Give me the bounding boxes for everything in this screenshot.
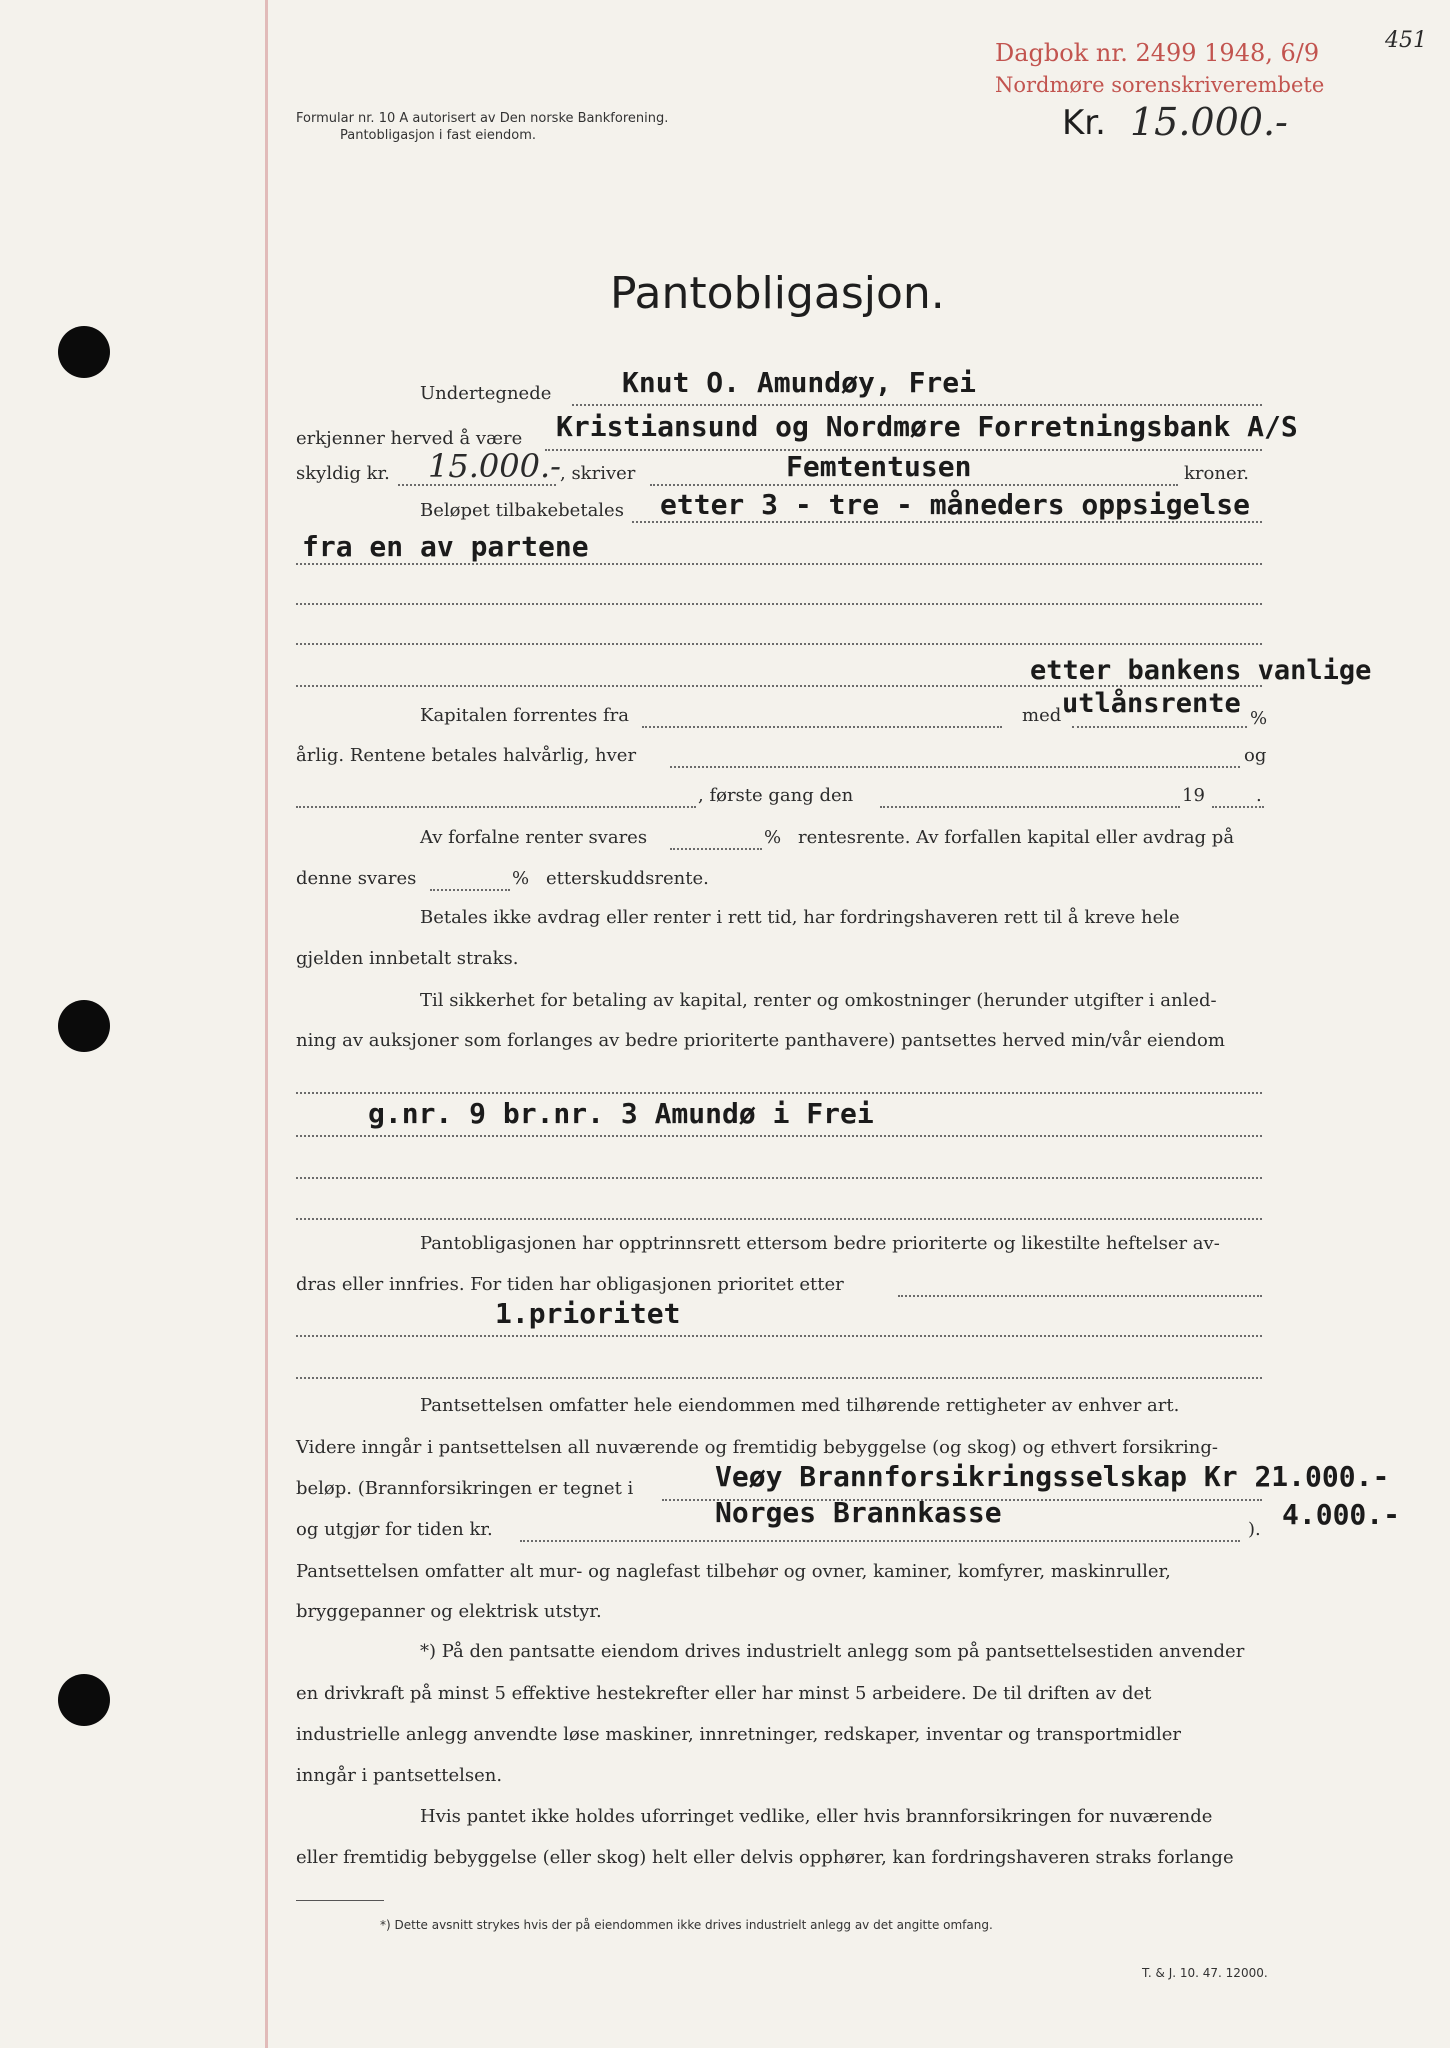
repayment-terms-2: fra en av partene [302, 530, 589, 563]
amount-figures: 15.000.- [428, 447, 561, 485]
year-prefix: 19 [1182, 785, 1205, 806]
close-paren: ). [1248, 1519, 1261, 1540]
footnote-rule [296, 1900, 384, 1901]
debtor-name: Knut O. Amundøy, Frei [622, 366, 977, 399]
betales-line-2: gjelden innbetalt straks. [296, 948, 519, 969]
interest-terms-2: utlånsrente [1062, 688, 1241, 719]
opptrinn-line-2: dras eller innfries. For tiden har obligasjonen prioritet etter [296, 1274, 844, 1295]
tilbehor-line-2: bryggepanner og elektrisk utstyr. [296, 1601, 602, 1622]
skyldig-label: skyldig kr. [296, 463, 390, 484]
omfatter-line-4: og utgjør for tiden kr. [296, 1519, 493, 1540]
interest-terms-1: etter bankens vanlige [1030, 655, 1372, 686]
og-label: og [1244, 745, 1267, 766]
footnote: *) Dette avsnitt strykes hvis der på eiendommen ikke drives industrielt anlegg av det angitte omfang. [380, 1918, 993, 1932]
belop-label: Beløpet tilbakebetales [420, 500, 624, 521]
opptrinn-line-1: Pantobligasjonen har opptrinnsrett ettersom bedre prioriterte og likestilte heftelser av- [420, 1233, 1220, 1254]
margin-line [265, 0, 268, 2048]
priority-value: 1.prioritet [495, 1297, 681, 1330]
undertegnede-label: Undertegnede [420, 383, 552, 404]
page-number: 451 [1385, 28, 1427, 53]
betales-line-1: Betales ikke avdrag eller renter i rett tid, har fordringshaveren rett til å kreve hele [420, 907, 1180, 928]
erkjenner-label: erkjenner herved å være [296, 428, 523, 449]
forfalne-pct: % [764, 827, 782, 848]
omfatter-line-1: Pantsettelsen omfatter hele eiendommen med tilhørende rettigheter av enhver art. [420, 1395, 1180, 1416]
forfalne-text: Av forfalne renter svares [420, 827, 648, 848]
kroner-label: kroner. [1184, 463, 1249, 484]
office-stamp: Nordmøre sorenskriverembete [995, 73, 1325, 97]
dagbok-stamp: Dagbok nr. 2499 1948, 6/9 [995, 39, 1320, 67]
fire-insurance-1: Veøy Brannforsikringsselskap Kr 21.000.- [715, 1460, 1390, 1493]
fire-insurance-2: Norges Brannkasse [715, 1496, 1002, 1529]
denne-pct: % [512, 868, 530, 889]
fire-insurance-amount: 4.000.- [1282, 1498, 1401, 1531]
kapitalen-label: Kapitalen forrentes fra [420, 705, 629, 726]
sikkerhet-line-2: ning av auksjoner som forlanges av bedre prioriterte panthavere) pantsettes herved min/vår eiendom [296, 1030, 1225, 1051]
kr-amount: 15.000.- [1130, 100, 1288, 144]
skriver-label: , skriver [560, 463, 636, 484]
form-note-2: Pantobligasjon i fast eiendom. [340, 128, 537, 143]
omfatter-line-3: beløp. (Brannforsikringen er tegnet i [296, 1478, 634, 1499]
property-description: g.nr. 9 br.nr. 3 Amundø i Frei [368, 1097, 874, 1130]
industri-line-4: inngår i pantsettelsen. [296, 1765, 503, 1786]
kr-label: Kr. [1062, 103, 1106, 143]
tilbehor-line-1: Pantsettelsen omfatter alt mur- og naglefast tilbehør og ovner, kaminer, komfyrer, maskinruller, [296, 1561, 1171, 1582]
punch-hole [58, 1000, 110, 1052]
punch-hole [58, 1674, 110, 1726]
form-note-1: Formular nr. 10 A autorisert av Den norske Bankforening. [296, 111, 669, 126]
med-label: med [1022, 705, 1062, 726]
creditor-name: Kristiansund og Nordmøre Forretningsbank A/S [556, 410, 1298, 443]
industri-line-1: *) På den pantsatte eiendom drives industrielt anlegg som på pantsettelsestiden anvender [420, 1641, 1245, 1662]
hvis-line-2: eller fremtidig bebyggelse (eller skog) helt eller delvis opphører, kan fordringshaveren straks forlange [296, 1847, 1234, 1868]
denne-text: denne svares [296, 868, 417, 889]
arlig-label: årlig. Rentene betales halvårlig, hver [296, 745, 637, 766]
repayment-terms-1: etter 3 - tre - måneders oppsigelse [660, 488, 1251, 521]
hvis-line-1: Hvis pantet ikke holdes uforringet vedlike, eller hvis brannforsikringen for nuværende [420, 1806, 1213, 1827]
document-title: Pantobligasjon. [610, 268, 945, 319]
sikkerhet-line-1: Til sikkerhet for betaling av kapital, renter og omkostninger (herunder utgifter i anled- [420, 990, 1217, 1011]
denne-rest: etterskuddsrente. [546, 868, 709, 889]
industri-line-2: en drivkraft på minst 5 effektive hestekrefter eller har minst 5 arbeidere. De til driften av det [296, 1683, 1152, 1704]
forfalne-rest: rentesrente. Av forfallen kapital eller avdrag på [798, 827, 1235, 848]
industri-line-3: industrielle anlegg anvendte løse maskiner, innretninger, redskaper, inventar og transportmidler [296, 1724, 1182, 1745]
percent-sign: % [1250, 708, 1268, 729]
amount-words: Femtentusen [786, 450, 972, 483]
forste-label: , første gang den [698, 785, 854, 806]
punch-hole [58, 326, 110, 378]
period: . [1256, 785, 1262, 806]
printer-mark: T. & J. 10. 47. 12000. [1142, 1966, 1268, 1980]
omfatter-line-2: Videre inngår i pantsettelsen all nuværende og fremtidig bebyggelse (og skog) og ethvert forsikring- [296, 1437, 1218, 1458]
